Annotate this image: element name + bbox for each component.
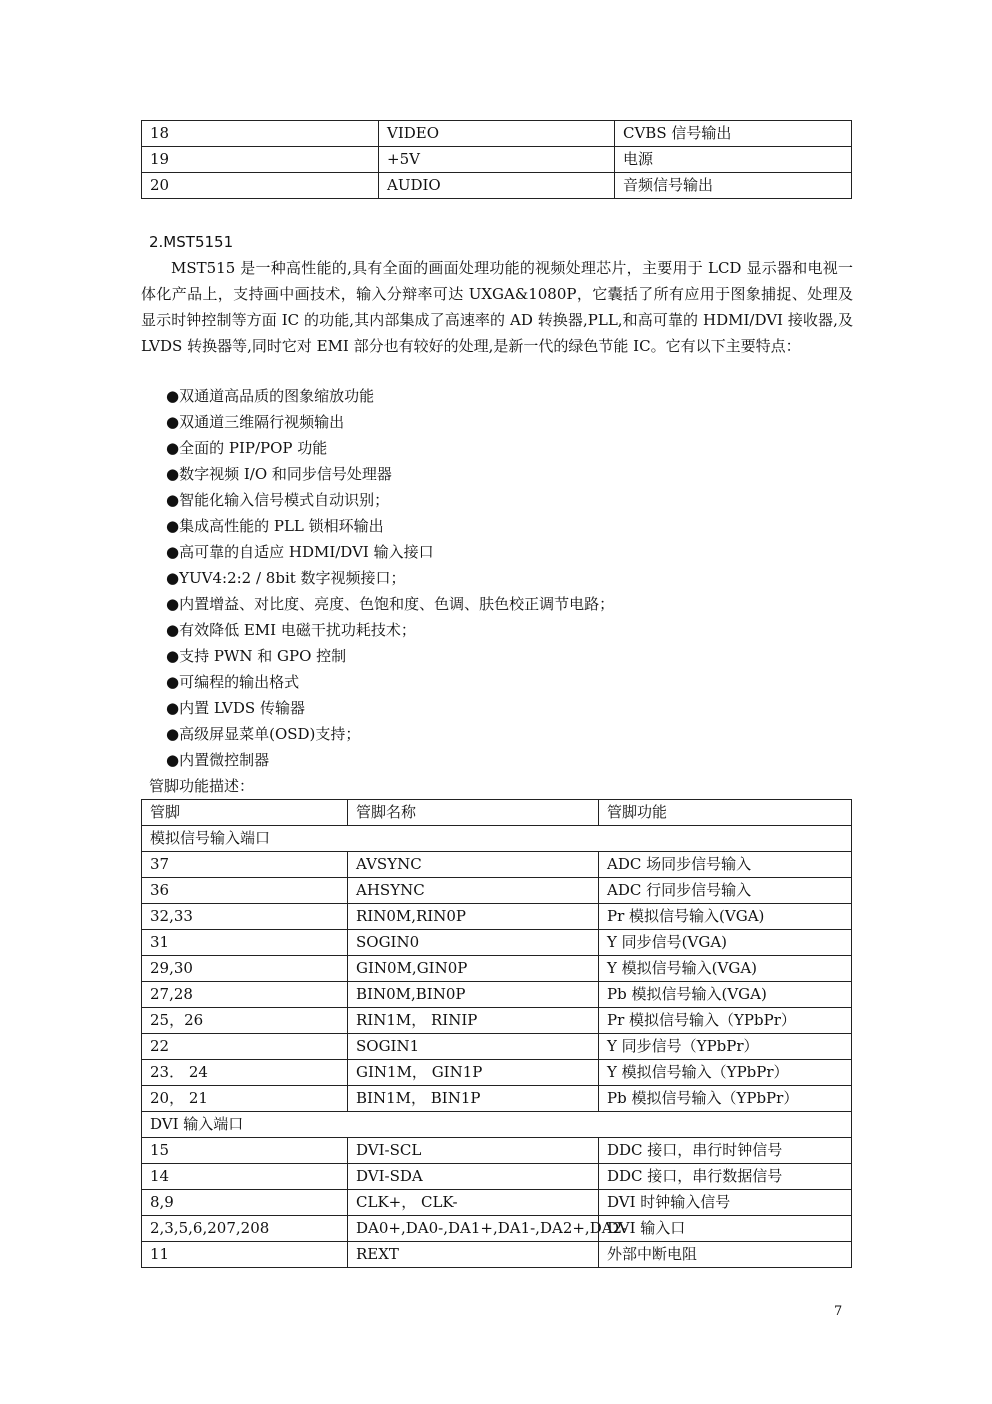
feature-text: 内置微控制器 [179,751,270,769]
pin-number: 31 [142,930,348,956]
pin-function: DDC 接口，串行数据信号 [599,1164,852,1190]
pin-function: Y 模拟信号输入（YPbPr） [599,1060,852,1086]
list-item [166,461,614,487]
pin-number: 25，26 [142,1008,348,1034]
pin-name: DVI-SCL [348,1138,599,1164]
table-row [142,1190,852,1216]
table-row [142,1008,852,1034]
intro-text: MST515 是一种高性能的,具有全面的画面处理功能的视频处理芯片，主要用于 LCD 显示器和电视一体化产品上，支持画中画技术，输入分辩率可达 UXGA&1080P，它囊括了所有应用于图象捕捉、处理及显示时钟控制等方面 IC 的功能,其内部集成了高速率的 AD 转换器,PLL,和高可靠的 HDMI/DVI 接收器,及 LVDS 转换器等,同时它对 EMI 部分也有较好的处理,是新一代的绿色节能 IC。它有以下主要特点： [141,259,853,355]
feature-text: 有效降低 EMI 电磁干扰功耗技术； [179,621,416,639]
pin-function: 音频信号输出 [615,173,852,199]
pin-name: REXT [348,1242,599,1268]
list-item [166,409,614,435]
table-row [142,982,852,1008]
pin-number: 32,33 [142,904,348,930]
table-row [142,956,852,982]
list-item [166,539,614,565]
pin-number: 15 [142,1138,348,1164]
pin-function: 电源 [615,147,852,173]
feature-text: 双通道三维隔行视频输出 [179,413,345,431]
pin-name: CLK+， CLK- [348,1190,599,1216]
pin-name: DA0+,DA0-,DA1+,DA1-,DA2+,DA2- [348,1216,599,1242]
pin-function: Y 模拟信号输入(VGA) [599,956,852,982]
table-row [142,173,852,199]
feature-text: 内置增益、对比度、亮度、色饱和度、色调、肤色校正调节电路； [179,595,615,613]
group-row-dvi [142,1112,852,1138]
pin-name: BIN0M,BIN0P [348,982,599,1008]
pin-function: Pb 模拟信号输入（YPbPr） [599,1086,852,1112]
feature-text: 全面的 PIP/POP 功能 [179,439,328,457]
list-item [166,591,614,617]
pin-name: VIDEO [379,121,615,147]
pin-name: GIN1M， GIN1P [348,1060,599,1086]
bullet-icon: ● [166,673,180,691]
pin-name: SOGIN1 [348,1034,599,1060]
table-row [142,1138,852,1164]
bullet-icon: ● [166,569,180,587]
feature-text: 高可靠的自适应 HDMI/DVI 输入接口 [179,543,434,561]
pin-function: ADC 行同步信号输入 [599,878,852,904]
bullet-icon: ● [166,621,180,639]
table-row [142,852,852,878]
pin-name: DVI-SDA [348,1164,599,1190]
bullet-icon: ● [166,543,180,561]
pin-number: 37 [142,852,348,878]
pin-function: Pr 模拟信号输入(VGA) [599,904,852,930]
table-row [142,1060,852,1086]
bullet-icon: ● [166,751,180,769]
pin-number: 2,3,5,6,207,208 [142,1216,348,1242]
page-number: 7 [834,1304,843,1319]
list-item [166,721,614,747]
pin-number: 14 [142,1164,348,1190]
pin-number: 8,9 [142,1190,348,1216]
column-header-name: 管脚名称 [348,800,599,826]
table-row [142,1164,852,1190]
pin-name: AHSYNC [348,878,599,904]
bullet-icon: ● [166,491,180,509]
pin-number: 27,28 [142,982,348,1008]
group-row-analog [142,826,852,852]
pin-function: DDC 接口，串行时钟信号 [599,1138,852,1164]
bullet-icon: ● [166,439,180,457]
pin-number: 23． 24 [142,1060,348,1086]
feature-text: 内置 LVDS 传输器 [179,699,305,717]
list-item [166,669,614,695]
feature-text: 可编程的输出格式 [179,673,300,691]
feature-text: 数字视频 I/O 和同步信号处理器 [179,465,392,483]
feature-list [166,383,614,773]
pin-function: 外部中断电阻 [599,1242,852,1268]
pin-function: CVBS 信号输出 [615,121,852,147]
list-item [166,513,614,539]
feature-text: 集成高性能的 PLL 锁相环输出 [179,517,384,535]
pin-function: ADC 场同步信号输入 [599,852,852,878]
pin-number: 20， 21 [142,1086,348,1112]
table-row [142,878,852,904]
list-item [166,695,614,721]
feature-text: 支持 PWN 和 GPO 控制 [179,647,347,665]
pin-name: AUDIO [379,173,615,199]
table-row [142,1216,852,1242]
bullet-icon: ● [166,517,180,535]
feature-text: 双通道高品质的图象缩放功能 [179,387,375,405]
group-label: DVI 输入端口 [142,1112,852,1138]
bullet-icon: ● [166,647,180,665]
list-item [166,435,614,461]
list-item [166,747,614,773]
pin-name: SOGIN0 [348,930,599,956]
feature-text: 高级屏显菜单(OSD)支持； [179,725,361,743]
pin-number: 11 [142,1242,348,1268]
pin-function: Y 同步信号(VGA) [599,930,852,956]
bullet-icon: ● [166,413,180,431]
bullet-icon: ● [166,699,180,717]
table-row [142,1086,852,1112]
bullet-icon: ● [166,387,180,405]
feature-text: YUV4:2:2 / 8bit 数字视频接口； [179,569,406,587]
intro-paragraph [141,255,853,359]
pin-number: 22 [142,1034,348,1060]
bullet-icon: ● [166,595,180,613]
list-item [166,617,614,643]
bullet-icon: ● [166,725,180,743]
pin-name: GIN0M,GIN0P [348,956,599,982]
pin-number: 20 [142,173,379,199]
pin-table-continued [141,120,852,199]
pin-number: 29,30 [142,956,348,982]
feature-text: 智能化输入信号模式自动识别； [179,491,390,509]
pin-name: BIN1M， BIN1P [348,1086,599,1112]
pin-number: 18 [142,121,379,147]
pin-number: 19 [142,147,379,173]
pin-function: Y 同步信号（YPbPr） [599,1034,852,1060]
list-item [166,643,614,669]
bullet-icon: ● [166,465,180,483]
table-row [142,1242,852,1268]
list-item [166,383,614,409]
pin-function: DVI 时钟输入信号 [599,1190,852,1216]
table-row [142,930,852,956]
pin-function: DVI 输入口 [599,1216,852,1242]
table-row [142,147,852,173]
section-heading: 2.MST5151 [149,233,234,251]
table-row [142,121,852,147]
pin-function-table [141,799,852,1268]
column-header-pin: 管脚 [142,800,348,826]
pin-name: +5V [379,147,615,173]
table-header-row [142,800,852,826]
table-caption: 管脚功能描述： [149,777,255,795]
pin-function: Pb 模拟信号输入(VGA) [599,982,852,1008]
table-row [142,1034,852,1060]
pin-number: 36 [142,878,348,904]
column-header-function: 管脚功能 [599,800,852,826]
list-item [166,487,614,513]
pin-name: AVSYNC [348,852,599,878]
list-item [166,565,614,591]
table-row [142,904,852,930]
pin-function: Pr 模拟信号输入（YPbPr） [599,1008,852,1034]
group-label: 模拟信号输入端口 [142,826,852,852]
pin-name: RIN1M， RINIP [348,1008,599,1034]
pin-name: RIN0M,RIN0P [348,904,599,930]
